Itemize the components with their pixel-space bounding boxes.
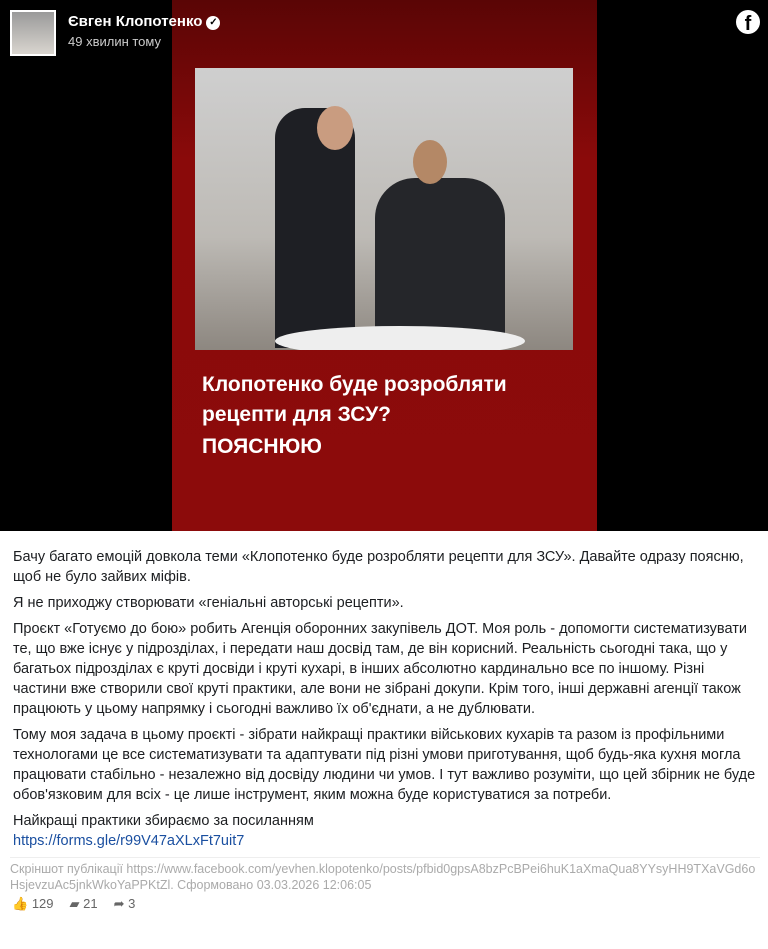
poster-photo [195, 68, 573, 350]
author-name[interactable]: Євген Клопотенко ✓ [68, 13, 220, 31]
poster [172, 0, 597, 531]
reaction-stats [12, 896, 768, 912]
paragraph: Бачу багато емоцій довкола теми «Клопотенко буде розробляти рецепти для ЗСУ». Давайте одразу поясню, щоб не було зайвих міфів. [13, 549, 744, 585]
post-text [0, 531, 768, 851]
share-icon: ➦ [113, 896, 125, 911]
screenshot-caption: Скріншот публікації https://www.facebook.com/yevhen.klopotenko/posts/pfbid0gpsA8bzPcBPei6huK1aXmaQua8YYsyHH9TXaVGd6oHsjevzuAc5jnkWkoYaPPKtZl. Сформовано 03.03.2026 12:06:05 [10, 857, 760, 893]
paragraph: Найкращі практики збираємо за посиланням https://forms.gle/r99V47aXLxFt7uit7 [13, 813, 314, 849]
comments[interactable]: ▰ 21 [69, 896, 98, 911]
facebook-icon: f [736, 10, 760, 34]
paragraph: Проєкт «Готуємо до бою» робить Агенція оборонних закупівель ДОТ. Моя роль - допомогти систематизувати те, що вже існує у підрозділах, і передати наш досвід там, де він корисний. Реальність сьогодні така, що у багатьох підрозділах є круті досвіди і круті кухарі, в інших абсолютно кардинально все по іншому. Різні частини вже створили свої круті практики, але вони не зібрані докупи. Крім того, інші державні агенції також працюють у цьому напрямку і сьогодні важливо їх об'єднати, а не дублювати. [13, 621, 747, 717]
like-icon: 👍 [12, 896, 29, 911]
paragraph: Я не приходжу створювати «геніальні авторські рецепти». [13, 595, 404, 611]
poster-title: Клопотенко буде розробляти рецепти для ЗСУ? [202, 373, 507, 426]
shares[interactable]: ➦ 3 [113, 896, 136, 911]
paragraph: Тому моя задача в цьому проєкті - зібрати найкращі практики військових кухарів та разом із профільними технологами це все систематизувати та адаптувати під різні умови приготування, щоб будь-яка кухня могла працювати стабільно - незалежно від досвіду людини чи умов. І тут важливо розуміти, що цей збірник не буде обов'язковим для всіх - це лише інструмент, яким можна буде користуватися за потреби. [13, 727, 756, 803]
poster-subtitle: ПОЯСНЮЮ [202, 435, 322, 458]
verified-icon: ✓ [206, 16, 220, 30]
comment-icon: ▰ [69, 896, 80, 911]
form-link[interactable]: https://forms.gle/r99V47aXLxFt7uit7 [13, 833, 245, 849]
likes[interactable]: 👍 129 [12, 896, 54, 911]
avatar[interactable] [10, 10, 56, 56]
post-time[interactable]: 49 хвилин тому [68, 34, 161, 49]
